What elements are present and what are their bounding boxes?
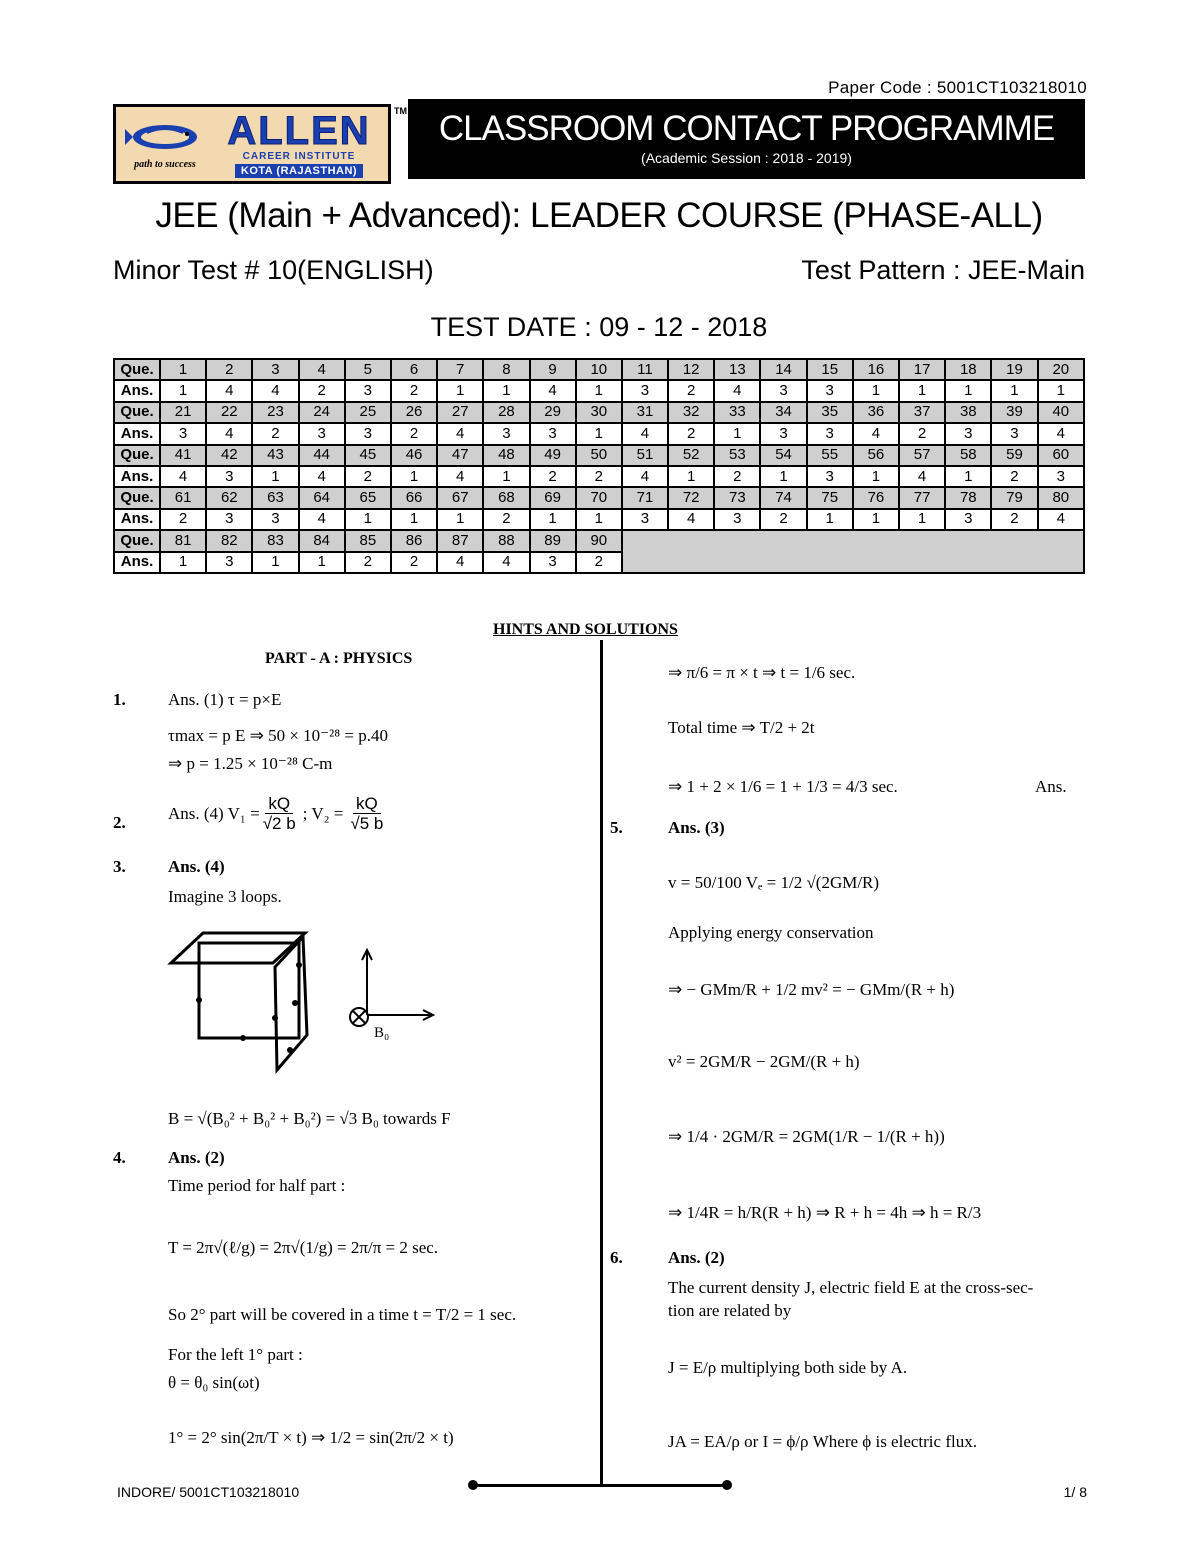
question-number-cell: 2 (206, 359, 252, 380)
question-number-cell: 70 (576, 487, 622, 508)
ans-label: Ans. (114, 552, 160, 573)
question-number-cell: 82 (206, 530, 252, 551)
answer-cell: 4 (622, 423, 668, 444)
answer-cell: 4 (622, 466, 668, 487)
question-number-cell: 60 (1038, 445, 1084, 466)
question-number-cell: 77 (899, 487, 945, 508)
answer-cell: 3 (714, 509, 760, 530)
q4-line-1: Time period for half part : (168, 1176, 346, 1195)
answer-cell: 4 (483, 552, 529, 573)
answer-cell: 3 (991, 423, 1037, 444)
question-number-cell: 63 (252, 487, 298, 508)
q5-line-6: ⇒ 1/4R = h/R(R + h) ⇒ R + h = 4h ⇒ h = R/3 (668, 1203, 982, 1222)
question-number-cell: 1 (160, 359, 206, 380)
answer-row (114, 380, 1084, 401)
answer-cell: 4 (714, 380, 760, 401)
answer-cell: 4 (437, 423, 483, 444)
question-number-cell: 4 (299, 359, 345, 380)
answer-cell: 1 (576, 380, 622, 401)
answer-cell: 3 (807, 466, 853, 487)
q4-right-line-2: Total time ⇒ T/2 + 2t (668, 718, 815, 737)
question-number-cell: 12 (668, 359, 714, 380)
question-number-cell: 20 (1038, 359, 1084, 380)
answer-cell: 3 (530, 423, 576, 444)
q2-answer-label: Ans. (4) V₁ = (168, 803, 260, 823)
answer-cell: 1 (853, 509, 899, 530)
answer-cell: 1 (483, 380, 529, 401)
answer-cell: 1 (160, 380, 206, 401)
q3-equation: B = √(B₀² + B₀² + B₀²) = √3 B₀ towards F (168, 1109, 451, 1128)
bottom-rule-dot-left (468, 1480, 478, 1490)
question-number-cell: 76 (853, 487, 899, 508)
answer-cell: 1 (299, 552, 345, 573)
answer-cell: 3 (299, 423, 345, 444)
question-number-cell: 35 (807, 402, 853, 423)
answer-cell: 4 (530, 380, 576, 401)
answer-cell: 3 (530, 552, 576, 573)
answer-cell: 1 (853, 466, 899, 487)
answer-cell: 1 (668, 466, 714, 487)
question-number-cell: 3 (252, 359, 298, 380)
question-row (114, 530, 1084, 551)
q1-number: 1. (113, 690, 126, 709)
answer-cell: 1 (1038, 380, 1084, 401)
answer-cell: 4 (1038, 509, 1084, 530)
question-number-cell: 74 (760, 487, 806, 508)
q2-den-2: √5 b (350, 814, 384, 833)
answer-cell: 2 (483, 509, 529, 530)
logo-city: KOTA (RAJASTHAN) (235, 164, 363, 178)
q4-right-line-1: ⇒ π/6 = π × t ⇒ t = 1/6 sec. (668, 663, 856, 682)
answer-cell: 3 (807, 380, 853, 401)
q2-answer (168, 794, 386, 833)
answer-cell: 2 (299, 380, 345, 401)
question-number-cell: 69 (530, 487, 576, 508)
allen-logo (113, 104, 391, 184)
answer-cell: 4 (299, 509, 345, 530)
answer-cell: 4 (206, 423, 252, 444)
logo-institute: CAREER INSTITUTE (242, 150, 356, 162)
question-number-cell: 40 (1038, 402, 1084, 423)
question-number-cell: 52 (668, 445, 714, 466)
question-number-cell: 51 (622, 445, 668, 466)
q6-answer: Ans. (2) (668, 1248, 725, 1267)
question-number-cell: 9 (530, 359, 576, 380)
question-number-cell: 10 (576, 359, 622, 380)
question-number-cell: 46 (391, 445, 437, 466)
q4-answer: Ans. (2) (168, 1148, 225, 1167)
question-number-cell: 6 (391, 359, 437, 380)
answer-cell: 4 (899, 466, 945, 487)
question-number-cell: 62 (206, 487, 252, 508)
answer-cell: 4 (252, 380, 298, 401)
answer-cell: 4 (1038, 423, 1084, 444)
q5-line-4: v² = 2GM/R − 2GM/(R + h) (668, 1052, 860, 1071)
answer-cell: 4 (437, 466, 483, 487)
q2-fraction-2 (347, 794, 386, 833)
q1-line-1: τmax = p E ⇒ 50 × 10⁻²⁸ = p.40 (168, 726, 388, 745)
question-number-cell: 65 (345, 487, 391, 508)
q2-mid: ; V₂ = (302, 803, 344, 823)
answer-cell: 3 (206, 552, 252, 573)
answer-cell: 3 (206, 466, 252, 487)
answer-row (114, 466, 1084, 487)
program-banner (408, 99, 1085, 179)
question-number-cell: 84 (299, 530, 345, 551)
question-number-cell: 78 (945, 487, 991, 508)
answer-cell: 2 (991, 466, 1037, 487)
loops-diagram (165, 925, 445, 1075)
question-number-cell: 23 (252, 402, 298, 423)
question-number-cell: 83 (252, 530, 298, 551)
question-number-cell: 11 (622, 359, 668, 380)
question-number-cell: 67 (437, 487, 483, 508)
question-number-cell: 37 (899, 402, 945, 423)
answer-cell: 1 (945, 466, 991, 487)
answer-cell: 1 (576, 509, 622, 530)
question-number-cell: 81 (160, 530, 206, 551)
academic-session: (Academic Session : 2018 - 2019) (641, 150, 852, 166)
que-label: Que. (114, 530, 160, 551)
answer-cell: 1 (391, 509, 437, 530)
answer-cell: 3 (807, 423, 853, 444)
answer-cell: 4 (206, 380, 252, 401)
question-number-cell: 59 (991, 445, 1037, 466)
question-number-cell: 34 (760, 402, 806, 423)
question-number-cell: 18 (945, 359, 991, 380)
answer-cell: 1 (160, 552, 206, 573)
answer-cell: 1 (991, 380, 1037, 401)
answer-cell: 3 (945, 423, 991, 444)
logo-brand: ALLEN (227, 108, 371, 153)
answer-cell: 1 (899, 509, 945, 530)
answer-cell: 3 (760, 423, 806, 444)
question-number-cell: 16 (853, 359, 899, 380)
question-number-cell: 27 (437, 402, 483, 423)
question-number-cell: 44 (299, 445, 345, 466)
q1-answer: Ans. (1) τ = p×E (168, 690, 282, 709)
question-number-cell: 5 (345, 359, 391, 380)
question-row (114, 487, 1084, 508)
test-date: TEST DATE : 09 - 12 - 2018 (430, 312, 768, 342)
que-label: Que. (114, 487, 160, 508)
question-number-cell: 41 (160, 445, 206, 466)
question-number-cell: 71 (622, 487, 668, 508)
ans-label: Ans. (114, 466, 160, 487)
q3-number: 3. (113, 857, 126, 876)
answer-cell: 3 (160, 423, 206, 444)
answer-cell: 1 (714, 423, 760, 444)
question-number-cell: 57 (899, 445, 945, 466)
answer-cell: 2 (345, 552, 391, 573)
test-pattern: Test Pattern : JEE-Main (801, 255, 1085, 285)
question-number-cell: 80 (1038, 487, 1084, 508)
question-number-cell: 86 (391, 530, 437, 551)
q5-line-2: Applying energy conservation (668, 923, 874, 942)
answer-cell: 1 (483, 466, 529, 487)
answer-cell: 4 (299, 466, 345, 487)
part-heading: PART - A : PHYSICS (265, 650, 413, 667)
question-number-cell: 90 (576, 530, 622, 551)
q2-number: 2. (113, 813, 126, 832)
answer-cell: 2 (391, 380, 437, 401)
question-number-cell: 14 (760, 359, 806, 380)
answer-cell: 2 (668, 380, 714, 401)
answer-cell: 1 (252, 552, 298, 573)
answer-cell: 3 (760, 380, 806, 401)
question-number-cell: 42 (206, 445, 252, 466)
q2-den-1: √2 b (262, 814, 296, 833)
answer-cell: 3 (206, 509, 252, 530)
answer-cell: 1 (252, 466, 298, 487)
blank-cell (622, 530, 1084, 573)
q5-line-5: ⇒ 1/4 · 2GM/R = 2GM(1/R − 1/(R + h)) (668, 1127, 945, 1146)
q4-number: 4. (113, 1148, 126, 1167)
answer-cell: 2 (576, 552, 622, 573)
q4-line-5: 1° = 2° sin(2π/T × t) ⇒ 1/2 = sin(2π/2 × t) (168, 1428, 454, 1447)
bottom-rule-dot-right (722, 1480, 732, 1490)
answer-cell: 1 (807, 509, 853, 530)
answer-cell: 3 (945, 509, 991, 530)
answer-row (114, 509, 1084, 530)
answer-cell: 2 (391, 552, 437, 573)
answer-cell: 2 (991, 509, 1037, 530)
question-number-cell: 32 (668, 402, 714, 423)
question-number-cell: 30 (576, 402, 622, 423)
q2-fraction-1 (260, 794, 299, 833)
question-number-cell: 13 (714, 359, 760, 380)
answer-cell: 2 (899, 423, 945, 444)
question-number-cell: 45 (345, 445, 391, 466)
footer-page-number: 1/ 8 (1063, 1484, 1087, 1500)
question-number-cell: 50 (576, 445, 622, 466)
answer-cell: 3 (345, 380, 391, 401)
question-number-cell: 54 (760, 445, 806, 466)
q6-line-1: The current density J, electric field E at the cross-sec- (668, 1278, 1034, 1297)
question-number-cell: 47 (437, 445, 483, 466)
question-number-cell: 17 (899, 359, 945, 380)
ans-label: Ans. (114, 380, 160, 401)
course-title: JEE (Main + Advanced): LEADER COURSE (PHASE-ALL) (155, 196, 1043, 235)
answer-cell: 4 (668, 509, 714, 530)
question-number-cell: 28 (483, 402, 529, 423)
q4-line-3: For the left 1° part : (168, 1345, 303, 1364)
question-number-cell: 21 (160, 402, 206, 423)
q5-line-3: ⇒ − GMm/R + 1/2 mv² = − GMm/(R + h) (668, 980, 955, 999)
answer-cell: 2 (252, 423, 298, 444)
question-number-cell: 31 (622, 402, 668, 423)
question-number-cell: 56 (853, 445, 899, 466)
program-title: CLASSROOM CONTACT PROGRAMME (438, 109, 1055, 148)
question-number-cell: 68 (483, 487, 529, 508)
question-number-cell: 25 (345, 402, 391, 423)
question-number-cell: 7 (437, 359, 483, 380)
question-number-cell: 58 (945, 445, 991, 466)
question-number-cell: 61 (160, 487, 206, 508)
minor-test: Minor Test # 10(ENGLISH) (113, 255, 434, 285)
question-number-cell: 87 (437, 530, 483, 551)
q1-line-2: ⇒ p = 1.25 × 10⁻²⁸ C-m (168, 754, 333, 773)
question-number-cell: 19 (991, 359, 1037, 380)
answer-cell: 2 (160, 509, 206, 530)
q6-line-4: JA = EA/ρ or I = ϕ/ρ Where ϕ is electric flux. (668, 1432, 977, 1451)
q4-right-ans: Ans. (1035, 777, 1067, 796)
question-number-cell: 26 (391, 402, 437, 423)
question-number-cell: 53 (714, 445, 760, 466)
answer-cell: 3 (622, 509, 668, 530)
question-row (114, 359, 1084, 380)
q5-answer: Ans. (3) (668, 818, 725, 837)
column-divider (600, 640, 603, 1486)
q2-num-1: kQ (265, 794, 293, 814)
q5-line-1: v = 50/100 Vₑ = 1/2 √(2GM/R) (668, 873, 880, 892)
ans-label: Ans. (114, 509, 160, 530)
question-number-cell: 73 (714, 487, 760, 508)
q3-line-1: Imagine 3 loops. (168, 887, 282, 906)
answer-cell: 2 (714, 466, 760, 487)
answer-cell: 2 (530, 466, 576, 487)
answer-cell: 3 (252, 509, 298, 530)
answer-cell: 4 (853, 423, 899, 444)
question-number-cell: 36 (853, 402, 899, 423)
question-number-cell: 48 (483, 445, 529, 466)
answer-cell: 2 (576, 466, 622, 487)
q2-num-2: kQ (353, 794, 381, 814)
question-number-cell: 29 (530, 402, 576, 423)
answer-cell: 3 (622, 380, 668, 401)
question-number-cell: 39 (991, 402, 1037, 423)
q4-right-line-3: ⇒ 1 + 2 × 1/6 = 1 + 1/3 = 4/3 sec. (668, 777, 898, 796)
question-number-cell: 85 (345, 530, 391, 551)
trademark: TM (394, 106, 407, 116)
answer-cell: 1 (437, 509, 483, 530)
question-number-cell: 8 (483, 359, 529, 380)
answer-cell: 1 (899, 380, 945, 401)
answer-cell: 3 (483, 423, 529, 444)
solutions-heading: HINTS AND SOLUTIONS (493, 621, 678, 638)
answer-cell: 1 (576, 423, 622, 444)
que-label: Que. (114, 359, 160, 380)
answer-cell: 3 (1038, 466, 1084, 487)
b0-label: B₀ (374, 1025, 390, 1041)
ans-label: Ans. (114, 423, 160, 444)
question-number-cell: 75 (807, 487, 853, 508)
footer-left: INDORE/ 5001CT103218010 (117, 1484, 300, 1500)
answer-cell: 4 (160, 466, 206, 487)
answer-cell: 1 (345, 509, 391, 530)
question-number-cell: 89 (530, 530, 576, 551)
answer-cell: 2 (391, 423, 437, 444)
question-number-cell: 66 (391, 487, 437, 508)
answer-cell: 1 (530, 509, 576, 530)
answer-cell: 1 (945, 380, 991, 401)
answer-cell: 1 (760, 466, 806, 487)
answer-cell: 1 (853, 380, 899, 401)
q6-line-3: J = E/ρ multiplying both side by A. (668, 1358, 908, 1377)
question-number-cell: 79 (991, 487, 1037, 508)
question-number-cell: 33 (714, 402, 760, 423)
answer-cell: 1 (391, 466, 437, 487)
q3-answer: Ans. (4) (168, 857, 225, 876)
q4-line-2: So 2° part will be covered in a time t = T/2 = 1 sec. (168, 1305, 517, 1324)
question-number-cell: 72 (668, 487, 714, 508)
answer-cell: 2 (760, 509, 806, 530)
answer-row (114, 423, 1084, 444)
fish-emblem-icon (125, 119, 205, 159)
answer-cell: 1 (437, 380, 483, 401)
question-number-cell: 88 (483, 530, 529, 551)
question-number-cell: 55 (807, 445, 853, 466)
answer-cell: 2 (345, 466, 391, 487)
q6-number: 6. (610, 1248, 623, 1267)
que-label: Que. (114, 402, 160, 423)
question-number-cell: 43 (252, 445, 298, 466)
answer-cell: 4 (437, 552, 483, 573)
q4-equation: T = 2π√(ℓ/g) = 2π√(1/g) = 2π/π = 2 sec. (168, 1238, 439, 1257)
answer-cell: 3 (345, 423, 391, 444)
answer-cell: 2 (668, 423, 714, 444)
question-row (114, 402, 1084, 423)
q6-line-2: tion are related by (668, 1301, 792, 1320)
q4-line-4: θ = θ₀ sin(ωt) (168, 1373, 260, 1392)
question-number-cell: 24 (299, 402, 345, 423)
question-number-cell: 38 (945, 402, 991, 423)
que-label: Que. (114, 445, 160, 466)
logo-tagline: path to success (134, 158, 196, 170)
answer-key-table (113, 358, 1085, 574)
question-number-cell: 15 (807, 359, 853, 380)
paper-code: Paper Code : 5001CT103218010 (828, 78, 1087, 97)
bottom-rule (473, 1484, 727, 1487)
question-number-cell: 22 (206, 402, 252, 423)
question-row (114, 445, 1084, 466)
question-number-cell: 64 (299, 487, 345, 508)
q5-number: 5. (610, 818, 623, 837)
question-number-cell: 49 (530, 445, 576, 466)
